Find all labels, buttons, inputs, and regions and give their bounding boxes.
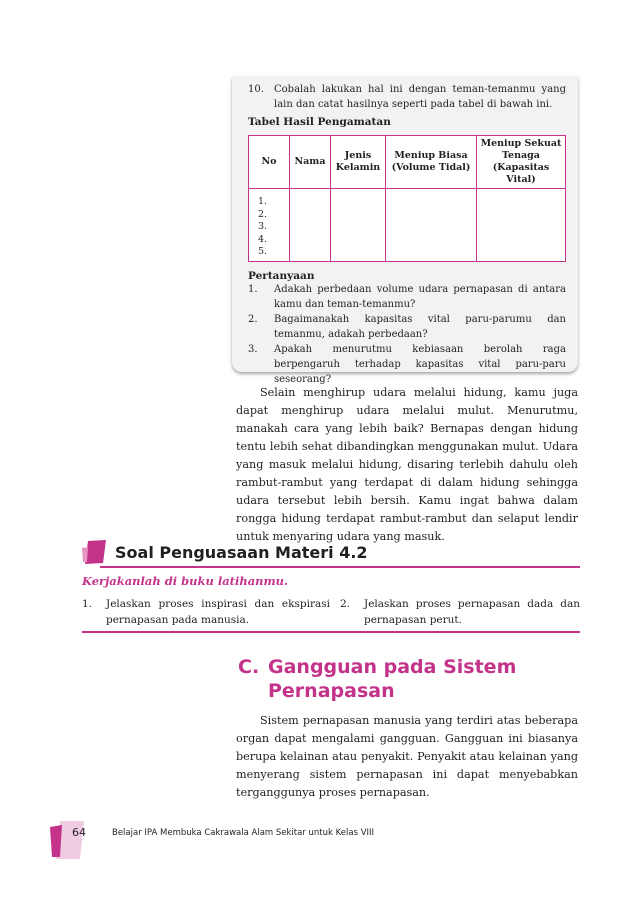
question-number: 1. (248, 284, 258, 295)
soal-underline (100, 566, 580, 568)
soal-item-number: 1. (82, 598, 93, 610)
step-number: 10. (248, 84, 264, 95)
header-meniup-sekuat: Meniup Sekuat Tenaga (Kapasitas Vital) (477, 136, 566, 189)
question-item (248, 342, 566, 387)
question-item (248, 282, 566, 312)
question-text: Adakah perbedaan volume udara pernapasan di antara kamu dan teman-temanmu? (274, 284, 566, 310)
soal-item-number: 2. (340, 598, 351, 610)
soal-bottom-rule (82, 631, 580, 633)
section-letter: C. (238, 656, 260, 678)
section-heading (238, 655, 516, 703)
body-paragraph: Selain menghirup udara melalui hidung, kamu juga dapat menghirup udara melalui mulut. Menurutmu, manakah cara yang lebih baik? Bernapas dengan hidung tentu lebih sehat dibandingkan menggunakan mulut. Udara yang masuk melalui hidung, disaring terlebih dahulu oleh rambut-rambut yang terdapat di dalam hidung sehingga udara tersebut lebih bersih. Kamu ingat bahwa dalam rongga hidung terdapat rambut-rambut dan selaput lendir untuk menyaring udara yang masuk. (236, 386, 578, 543)
meniup-sekuat-cell (477, 189, 566, 262)
table-header-row (249, 136, 566, 189)
table-row (249, 189, 566, 262)
page-number: 64 (72, 826, 86, 839)
section-title-line2: Pernapasan (268, 680, 395, 702)
row-number: 5. (258, 246, 268, 257)
activity-card (232, 76, 578, 385)
jenis-kelamin-cell (331, 189, 386, 262)
soal-instruction: Kerjakanlah di buku latihanmu. (82, 574, 289, 588)
observation-table (248, 135, 566, 262)
row-numbers-cell (249, 189, 290, 262)
header-no: No (249, 136, 290, 189)
soal-item-text: Jelaskan proses pernapasan dada dan pernapasan perut. (364, 598, 580, 626)
question-number: 2. (248, 314, 258, 325)
activity-step (248, 82, 566, 112)
header-meniup-biasa: Meniup Biasa (Volume Tidal) (386, 136, 477, 189)
table-title: Tabel Hasil Pengamatan (248, 116, 391, 128)
section-marker-icon (82, 540, 106, 564)
body-paragraph: Sistem pernapasan manusia yang terdiri atas beberapa organ dapat mengalami gangguan. Gangguan ini biasanya berupa kelainan atau penyakit. Penyakit atau kelainan yang menyerang sistem pernapasan ini dapat menyebabkan terganggunya proses pernapasan. (236, 714, 578, 799)
question-item (248, 312, 566, 342)
question-text: Bagaimanakah kapasitas vital paru-parumu dan temanmu, adakah perbedaan? (274, 314, 566, 340)
footer-book-title: Belajar IPA Membuka Cakrawala Alam Sekitar untuk Kelas VIII (112, 828, 375, 838)
question-number: 3. (248, 344, 258, 355)
row-number: 3. (258, 221, 268, 232)
soal-title: Soal Penguasaan Materi 4.2 (115, 543, 368, 562)
header-jenis-kelamin: Jenis Kelamin (331, 136, 386, 189)
soal-item-text: Jelaskan proses inspirasi dan ekspirasi pernapasan pada manusia. (106, 598, 330, 626)
questions-title: Pertanyaan (248, 270, 315, 282)
question-text: Apakah menurutmu kebiasaan berolah raga berpengaruh terhadap kapasitas vital paru-paru seseorang? (274, 344, 566, 385)
meniup-biasa-cell (386, 189, 477, 262)
row-number: 2. (258, 208, 268, 220)
section-title-line1: Gangguan pada Sistem (268, 656, 517, 678)
step-text: Cobalah lakukan hal ini dengan teman-temanmu yang lain dan catat hasilnya seperti pada tabel di bawah ini. (274, 84, 566, 110)
soal-item (82, 596, 330, 628)
soal-item (340, 596, 580, 628)
row-number: 1. (258, 196, 268, 207)
row-number: 4. (258, 233, 268, 245)
nama-cell (290, 189, 331, 262)
header-nama: Nama (290, 136, 331, 189)
